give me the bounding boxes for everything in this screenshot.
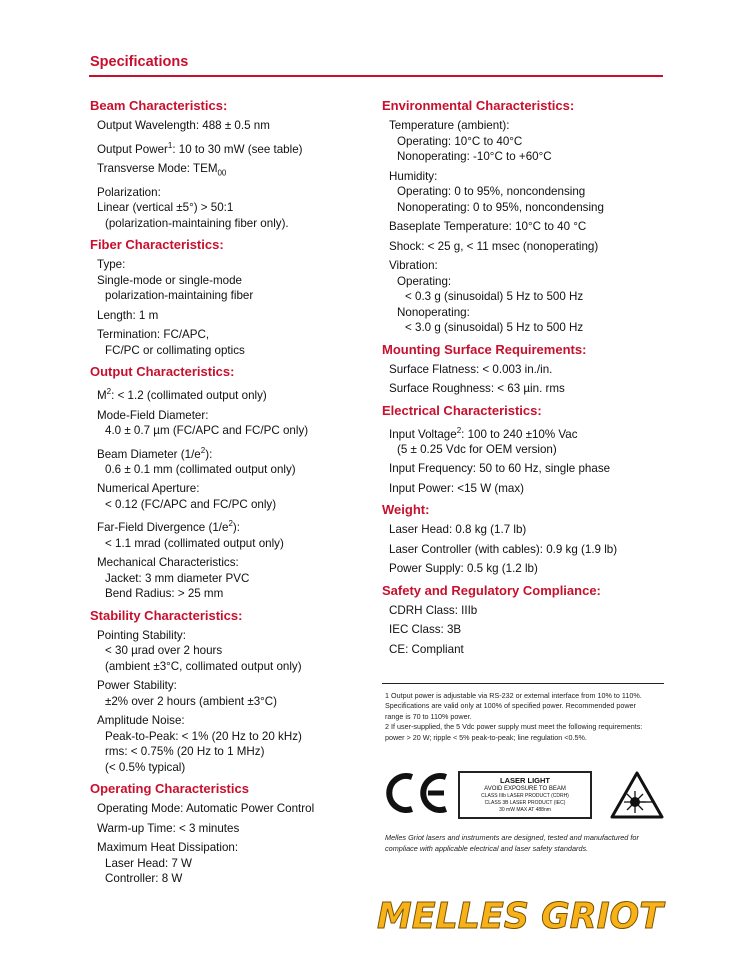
spec-item: [97, 840, 370, 887]
spec-text: Nonoperating: -10°C to +60°C: [397, 150, 552, 163]
spec-line: [389, 184, 667, 200]
spec-line: [97, 571, 370, 587]
spec-item: [97, 257, 370, 304]
spec-line: [389, 149, 667, 165]
spec-text: Laser Head: 7 W: [105, 856, 192, 870]
spec-text: Jacket: 3 mm diameter PVC: [105, 571, 250, 585]
spec-text: Surface Roughness: < 63 µin. rms: [389, 382, 565, 395]
compliance-statement: Melles Griot lasers and instruments are designed, tested and manufactured for compliace with applicable electrical and laser safety standards.: [385, 833, 639, 853]
spec-line: [97, 288, 370, 304]
spec-item: [389, 561, 667, 577]
spec-line: [389, 118, 667, 134]
spec-line: [97, 216, 370, 232]
spec-section: [382, 403, 667, 497]
spec-line: [97, 821, 370, 837]
spec-item: [97, 138, 370, 157]
title-rule: [89, 75, 663, 77]
spec-line: [389, 305, 667, 321]
spec-item: [97, 555, 370, 602]
spec-text: (< 0.5% typical): [105, 760, 186, 774]
spec-text: < 1.1 mrad (collimated output only): [105, 536, 284, 550]
spec-line: [97, 308, 370, 324]
spec-section: [90, 364, 370, 602]
spec-text: Peak-to-Peak: < 1% (20 Hz to 20 kHz): [105, 729, 302, 743]
spec-item: [389, 542, 667, 558]
spec-line: [389, 381, 667, 397]
spec-item: [389, 239, 667, 255]
spec-text: < 0.3 g (sinusoidal) 5 Hz to 500 Hz: [405, 290, 584, 303]
spec-line: [389, 481, 667, 497]
spec-item: [389, 481, 667, 497]
spec-line: [97, 185, 370, 201]
spec-line: [389, 461, 667, 477]
spec-text: Power Stability:: [97, 679, 177, 693]
spec-section: [382, 502, 667, 577]
melles-griot-logo: [374, 892, 666, 936]
spec-text: CDRH Class: IIIb: [389, 603, 478, 617]
spec-line: [389, 274, 667, 290]
spec-line: [389, 219, 667, 235]
spec-line: [97, 257, 370, 273]
spec-line: [97, 408, 370, 424]
spec-line: [389, 603, 667, 619]
spec-line: [389, 289, 667, 305]
spec-text: Operating:: [397, 274, 452, 288]
spec-line: [97, 273, 370, 289]
laser-label-line2: CLASS 3B LASER PRODUCT (IEC): [484, 800, 566, 806]
spec-text: Termination: FC/APC,: [97, 328, 210, 342]
spec-section: [382, 98, 667, 336]
spec-text: Vibration:: [389, 259, 438, 272]
footnote-rule: [382, 683, 664, 684]
spec-text-after: : 10 to 30 mW (see table): [172, 142, 303, 156]
superscript: 2: [200, 445, 206, 455]
spec-item: [97, 678, 370, 709]
superscript: 2: [106, 387, 112, 397]
spec-text: < 3.0 g (sinusoidal) 5 Hz to 500 Hz: [405, 321, 584, 334]
spec-item: [389, 381, 667, 397]
spec-text: Input Power: <15 W (max): [389, 481, 524, 495]
section-heading: Electrical Characteristics:: [382, 402, 542, 418]
spec-line: [97, 801, 370, 817]
spec-text: Length: 1 m: [97, 308, 159, 322]
spec-line: [97, 118, 370, 134]
spec-text: rms: < 0.75% (20 Hz to 1 MHz): [105, 745, 265, 759]
spec-item: [389, 522, 667, 538]
spec-text: Surface Flatness: < 0.003 in./in.: [389, 362, 553, 376]
spec-text: Numerical Aperture:: [97, 482, 200, 496]
spec-line: [97, 516, 370, 535]
spec-text-after: ):: [205, 447, 213, 461]
spec-text: Operating: 10°C to 40°C: [397, 134, 523, 148]
spec-text: Single-mode or single-mode: [97, 273, 242, 287]
spec-item: [389, 219, 667, 235]
spec-text: 0.6 ± 0.1 mm (collimated output only): [105, 462, 296, 476]
spec-text: Baseplate Temperature: 10°C to 40 °C: [389, 220, 587, 233]
section-heading: Fiber Characteristics:: [90, 237, 224, 253]
spec-section: [382, 342, 667, 397]
spec-line: [97, 856, 370, 872]
spec-line: [97, 462, 370, 478]
spec-text: FC/PC or collimating optics: [105, 343, 245, 357]
spec-text: Temperature (ambient):: [389, 119, 510, 132]
spec-line: [389, 362, 667, 378]
spec-item: [97, 801, 370, 817]
spec-item: [97, 161, 370, 181]
spec-text: Pointing Stability:: [97, 628, 186, 642]
spec-line: [97, 643, 370, 659]
spec-section: [90, 781, 370, 887]
spec-line: [97, 423, 370, 439]
spec-line: [389, 622, 667, 638]
spec-text: Polarization:: [97, 185, 161, 199]
spec-line: [97, 628, 370, 644]
left-column: [90, 98, 370, 893]
spec-item: [389, 642, 667, 658]
section-heading: Beam Characteristics:: [90, 98, 228, 113]
spec-line: [97, 536, 370, 552]
page-title: Specifications: [90, 54, 189, 70]
spec-text: Type:: [97, 258, 126, 272]
spec-item: [97, 327, 370, 358]
spec-item: [389, 258, 667, 336]
spec-text: Shock: < 25 g, < 11 msec (nonoperating): [389, 239, 599, 253]
spec-line: [389, 423, 667, 442]
spec-line: [97, 384, 370, 403]
spec-text: IEC Class: 3B: [389, 623, 462, 637]
spec-text: CE: Compliant: [389, 642, 464, 656]
spec-item: [97, 118, 370, 134]
spec-line: [97, 481, 370, 497]
laser-warning-label: [458, 771, 592, 819]
section-heading: Mounting Surface Requirements:: [382, 341, 587, 357]
laser-warning-triangle-icon: [609, 770, 665, 820]
spec-section: [90, 608, 370, 776]
spec-item: [97, 713, 370, 775]
spec-text: Bend Radius: > 25 mm: [105, 587, 224, 601]
spec-line: [97, 138, 370, 157]
spec-item: [97, 185, 370, 232]
footnote-1: 1 Output power is adjustable via RS-232 or external interface from 10% to 110%. Specifications are valid only at 100% of specified power. Recommended power range is 70 to 110% power.: [385, 691, 642, 721]
spec-line: [97, 161, 370, 181]
spec-line: [389, 200, 667, 216]
spec-text: < 30 µrad over 2 hours: [105, 644, 223, 658]
section-heading: Operating Characteristics: [90, 781, 249, 797]
spec-line: [97, 840, 370, 856]
spec-item: [389, 622, 667, 638]
spec-text: Mechanical Characteristics:: [97, 556, 239, 570]
spec-line: [97, 200, 370, 216]
spec-text: Amplitude Noise:: [97, 714, 185, 728]
spec-text: M: [97, 389, 107, 403]
spec-item: [97, 408, 370, 439]
spec-line: [389, 169, 667, 185]
spec-line: [97, 586, 370, 602]
spec-line: [97, 871, 370, 887]
spec-item: [389, 362, 667, 378]
spec-line: [97, 555, 370, 571]
spec-line: [97, 694, 370, 710]
section-heading: Output Characteristics:: [90, 364, 235, 380]
spec-text: Input Voltage: [389, 427, 457, 441]
section-heading: Environmental Characteristics:: [382, 98, 575, 113]
spec-text: Laser Head: 0.8 kg (1.7 lb): [389, 523, 527, 537]
spec-line: [97, 343, 370, 359]
spec-item: [97, 821, 370, 837]
spec-text: Laser Controller (with cables): 0.9 kg (1.9 lb): [389, 542, 618, 556]
spec-line: [97, 760, 370, 776]
spec-text: Operating Mode: Automatic Power Control: [97, 802, 315, 816]
subscript: 00: [217, 168, 227, 178]
spec-text: (5 ± 0.25 Vdc for OEM version): [397, 442, 557, 456]
laser-label-line1: CLASS IIIb LASER PRODUCT (CDRH): [481, 793, 569, 799]
superscript: 1: [167, 140, 173, 150]
spec-text: Beam Diameter (1/e: [97, 447, 201, 461]
spec-line: [389, 542, 667, 558]
spec-text: (ambient ±3°C, collimated output only): [105, 659, 302, 673]
laser-label-subtitle: AVOID EXPOSURE TO BEAM: [484, 786, 566, 792]
spec-text: (polarization-maintaining fiber only).: [105, 216, 289, 230]
spec-item: [389, 603, 667, 619]
spec-line: [389, 522, 667, 538]
spec-line: [97, 713, 370, 729]
spec-section: [90, 98, 370, 231]
spec-text: Controller: 8 W: [105, 872, 183, 886]
spec-line: [97, 659, 370, 675]
spec-line: [389, 442, 667, 458]
spec-text-after: ):: [232, 521, 240, 535]
spec-text: Warm-up Time: < 3 minutes: [97, 821, 240, 835]
spec-section: [90, 237, 370, 358]
spec-section: [382, 583, 667, 658]
laser-label-line3: 30 mW MAX AT 488nm: [499, 807, 551, 813]
laser-label-title: LASER LIGHT: [500, 776, 550, 785]
spec-line: [389, 561, 667, 577]
spec-item: [97, 516, 370, 551]
spec-item: [389, 461, 667, 477]
ce-mark-icon: [384, 771, 450, 815]
spec-text: Nonoperating:: [397, 305, 470, 319]
spec-text: Input Frequency: 50 to 60 Hz, single phase: [389, 462, 611, 476]
spec-text: Maximum Heat Dissipation:: [97, 841, 239, 855]
spec-line: [389, 642, 667, 658]
spec-line: [97, 744, 370, 760]
logo-text: MELLES GRIOT: [377, 896, 666, 936]
spec-item: [389, 118, 667, 165]
spec-text: Linear (vertical ±5°) > 50:1: [97, 201, 234, 215]
section-heading: Weight:: [382, 502, 430, 518]
spec-text: Humidity:: [389, 169, 438, 183]
right-column: [382, 98, 667, 663]
spec-text: Power Supply: 0.5 kg (1.2 lb): [389, 562, 538, 576]
spec-text: Operating: 0 to 95%, noncondensing: [397, 185, 586, 198]
spec-line: [389, 258, 667, 274]
footnotes: [385, 691, 655, 743]
spec-item: [97, 308, 370, 324]
spec-item: [97, 481, 370, 512]
spec-text: polarization-maintaining fiber: [105, 289, 254, 303]
spec-text: Nonoperating: 0 to 95%, noncondensing: [397, 200, 604, 214]
section-heading: Stability Characteristics:: [90, 607, 243, 623]
spec-line: [389, 320, 667, 336]
spec-item: [97, 384, 370, 403]
spec-text: 4.0 ± 0.7 µm (FC/APC and FC/PC only): [105, 424, 309, 438]
spec-item: [389, 169, 667, 216]
superscript: 2: [456, 425, 462, 435]
spec-text-after: : < 1.2 (collimated output only): [111, 389, 267, 403]
spec-line: [389, 134, 667, 150]
spec-line: [97, 729, 370, 745]
spec-line: [97, 443, 370, 462]
spec-text: Far-Field Divergence (1/e: [97, 521, 229, 535]
spec-text: Transverse Mode: TEM: [97, 161, 218, 175]
spec-item: [389, 423, 667, 458]
spec-text: Output Power: [97, 142, 168, 156]
spec-item: [97, 628, 370, 675]
spec-text: ±2% over 2 hours (ambient ±3°C): [105, 694, 278, 708]
footnote-2: 2 If user-supplied, the 5 Vdc power supply must meet the following requirements: power > 20 W; ripple < 5% peak-to-peak; line regulation <0.5%.: [385, 722, 643, 742]
spec-item: [97, 443, 370, 478]
spec-text: < 0.12 (FC/APC and FC/PC only): [105, 497, 277, 511]
spec-text: Output Wavelength: 488 ± 0.5 nm: [97, 119, 270, 132]
spec-line: [97, 678, 370, 694]
spec-line: [97, 497, 370, 513]
spec-text: Mode-Field Diameter:: [97, 408, 209, 422]
spec-line: [389, 239, 667, 255]
superscript: 2: [228, 519, 233, 529]
spec-line: [97, 327, 370, 343]
spec-text-after: : 100 to 240 ±10% Vac: [461, 427, 578, 441]
section-heading: Safety and Regulatory Compliance:: [382, 582, 601, 598]
